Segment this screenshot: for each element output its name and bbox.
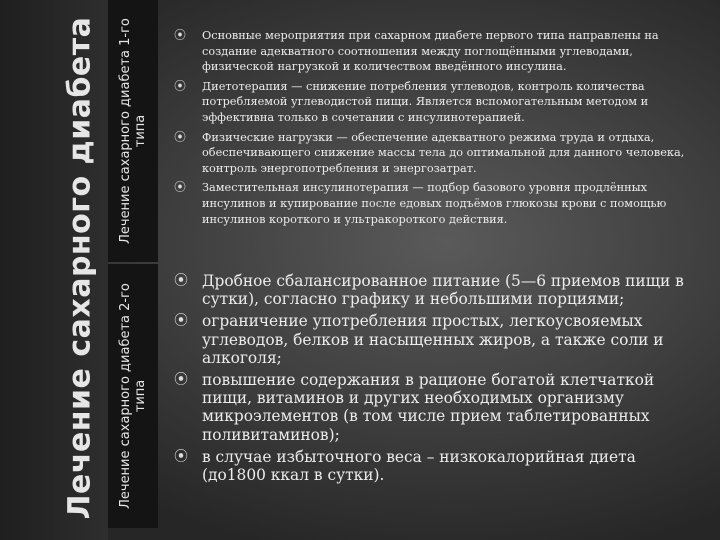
section2-label-box (108, 264, 158, 528)
slide-title: Лечение сахарного диабета (62, 16, 98, 520)
section2-label: Лечение сахарного диабета 2-го типа (118, 283, 148, 509)
list-item: ⦿ Дробное сбалансированное питание (5—6 приемов пищи в сутки), согласно графику и небольшими порциями; (174, 272, 684, 309)
list-item: ⦿ Заместительная инсулинотерапия — подбор базового уровня продлённых инсулинов и купирование после едовых подъёмов глюкозы крови с помощью инсулинов короткого и ультракороткого действия. (174, 180, 667, 226)
section1-list (174, 28, 692, 231)
target-bullet-icon: ⦿ (174, 129, 187, 144)
section1-label: Лечение сахарного диабета 1-го типа (118, 18, 148, 244)
target-bullet-icon: ⦿ (174, 372, 188, 389)
target-bullet-icon: ⦿ (174, 180, 187, 195)
title-strip (0, 0, 108, 540)
list-item: ⦿ повышение содержания в рационе богатой клетчаткой пищи, витаминов и других необходимых организму микроэлементов (в том числе прием таблетированных поливитаминов); (174, 371, 655, 444)
section1-label-box (108, 0, 158, 262)
list-item: ⦿ ограничение употребления простых, легкоусвояемых углеводов, белков и насыщенных жиров, а также соли и алкоголя; (174, 312, 664, 367)
list-item: ⦿ в случае избыточного веса – низкокалорийная диета (до1800 ккал в сутки). (174, 447, 636, 485)
target-bullet-icon: ⦿ (174, 448, 188, 465)
target-bullet-icon: ⦿ (174, 313, 188, 330)
target-bullet-icon: ⦿ (174, 28, 187, 42)
section2-list (174, 272, 692, 488)
list-item: ⦿ Диетотерапия — снижение потребления углеводов, контроль количества потребляемой углеводистой пищи. Является вспомогательным методом и эффективна только в сочетании с инсулинотерапией. (174, 78, 649, 124)
list-item: ⦿ Физические нагрузки — обеспечение адекватного режима труда и отдыха, обеспечивающего снижение массы тела до оптимальной для данного человека, контроль энергопотребления и энергозатрат. (174, 129, 685, 175)
list-item: ⦿ Основные мероприятия при сахарном диабете первого типа направлены на создание адекватного соотношения между поглощёнными углеводами, физической нагрузкой и количеством введённого инсулина. (174, 28, 659, 74)
target-bullet-icon: ⦿ (174, 78, 187, 93)
target-bullet-icon: ⦿ (174, 273, 188, 289)
